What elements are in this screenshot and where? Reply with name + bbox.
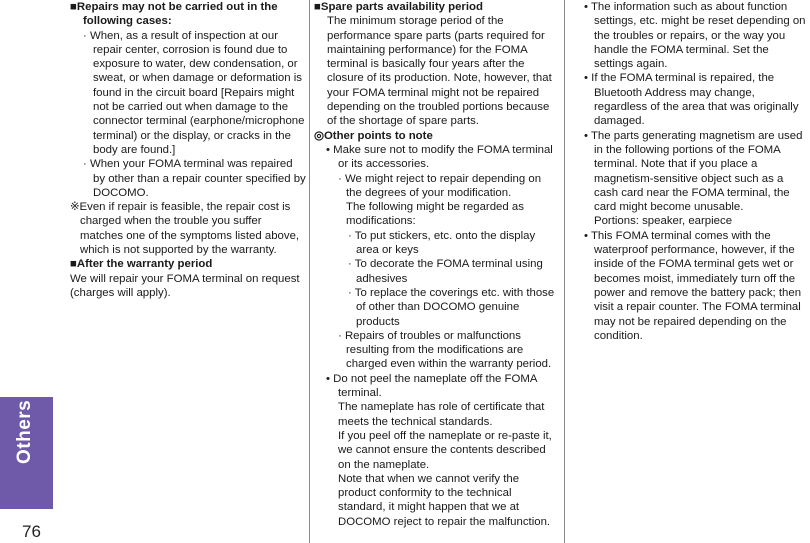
bullet-item: • The parts generating magnetism are used in the following portions of the FOMA terminal. Note that if you place a magnetism-sensitive object such as a cash card near the FOMA terminal, the card might become unusable. [584,129,803,214]
bullet-body: The nameplate has role of certificate that meets the technical standards. [338,401,545,428]
bullet-body: Note that when we cannot verify the product conformity to the technical standard, it might happen that we at DOCOMO reject to repair the malfunction. [338,472,551,528]
column-middle [314,0,560,529]
note-text: ※Even if repair is feasible, the repair cost is charged when the trouble you suffer matches one of the symptoms listed above, which is not supported by the warranty. [70,201,300,257]
heading-after-warranty: ■After the warranty period [70,258,213,271]
bullet-item: • This FOMA terminal comes with the waterproof performance, however, if the inside of the FOMA terminal gets wet or becomes moist, immediately turn off the power and remove the battery pack; then visit a repair counter. The FOMA terminal may not be repaired depending on the condition. [584,229,802,342]
paragraph: We will repair your FOMA terminal on request (charges will apply). [70,272,300,299]
bullet-body: Portions: speaker, earpiece [594,215,733,228]
heading-repairs-not-carried-out: ■Repairs may not be carried out in the following cases: [70,1,278,28]
sub-item: · Repairs of troubles or malfunctions resulting from the modifications are charged even within the warranty period. [338,329,552,371]
page-number: 76 [22,522,41,541]
list-item: · When your FOMA terminal was repaired by other than a repair counter specified by DOCOMO. [83,158,306,199]
heading-spare-parts: ■Spare parts availability period [314,1,483,13]
column-right [582,0,810,343]
sub-item-body: The following might be regarded as modifications: [346,201,524,228]
bullet-item: • The information such as about function settings, etc. might be reset depending on the troubles or repairs, or the way you handle the FOMA terminal. Set the settings again. [584,1,806,71]
bullet-item: • Do not peel the nameplate off the FOMA terminal. [326,372,537,400]
sub-sub-item: · To put stickers, etc. onto the display area or keys [348,229,536,257]
section-tab-label: Others [14,400,35,465]
column-left [70,0,306,300]
sub-sub-item: · To decorate the FOMA terminal using adhesives [348,258,543,285]
heading-other-points: ◎Other points to note [314,129,433,142]
bullet-item: • Make sure not to modify the FOMA terminal or its accessories. [326,143,553,171]
sub-sub-item: · To replace the coverings etc. with those of other than DOCOMO genuine products [348,286,555,328]
list-item: · When, as a result of inspection at our repair center, corrosion is found due to exposure to water, dew condensation, or sweat, or when damage or deformation is found in the circuit board [Repairs might not be carried out when damage to the connector terminal (earphone/microphone terminal) or the display, or cracks in the body are found.] [83,29,305,156]
bullet-body: If you peel off the nameplate or re-paste it, we cannot ensure the contents described on the nameplate. [338,429,552,471]
bullet-item: • If the FOMA terminal is repaired, the Bluetooth Address may change, regardless of the area that was originally damaged. [584,72,799,128]
sub-item: · We might reject to repair depending on the degrees of your modification. [338,172,542,199]
column-divider [309,0,310,543]
paragraph: The minimum storage period of the performance spare parts (parts required for maintaining performance) for the FOMA terminal is basically four years after the closure of its production. Note, however, that your FOMA terminal might not be repaired depending on the troubled portions because of the shortage of spare parts. [327,15,552,128]
column-divider [564,0,565,543]
